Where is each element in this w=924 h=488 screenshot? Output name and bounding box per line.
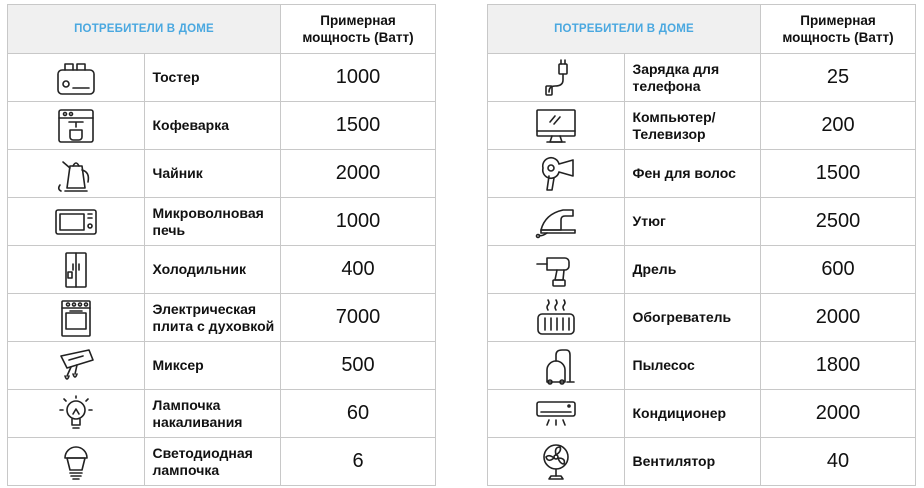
power-header-line2: мощность (Ватт) bbox=[302, 30, 414, 45]
mixer-icon bbox=[53, 346, 99, 386]
power-header bbox=[281, 5, 436, 54]
table-header-row bbox=[488, 5, 916, 54]
appliance-name: Утюг bbox=[624, 198, 761, 246]
table-row bbox=[8, 294, 436, 342]
power-header-line1: Примерная bbox=[800, 13, 876, 28]
coffee-machine-icon bbox=[53, 106, 99, 146]
power-table-right bbox=[487, 4, 916, 486]
appliance-watts: 6 bbox=[281, 438, 436, 486]
table-row bbox=[8, 102, 436, 150]
phone-charger-icon bbox=[533, 58, 579, 98]
vacuum-cleaner-icon bbox=[533, 346, 579, 386]
appliance-watts: 1000 bbox=[281, 198, 436, 246]
microwave-icon bbox=[53, 202, 99, 242]
appliance-name: Миксер bbox=[144, 342, 281, 390]
appliance-watts: 1800 bbox=[761, 342, 916, 390]
appliance-watts: 500 bbox=[281, 342, 436, 390]
table-row bbox=[8, 342, 436, 390]
toaster-icon bbox=[53, 58, 99, 98]
appliance-watts: 40 bbox=[761, 438, 916, 486]
appliance-watts: 200 bbox=[761, 102, 916, 150]
table-row bbox=[488, 342, 916, 390]
appliance-name: Дрель bbox=[624, 246, 761, 294]
iron-icon bbox=[533, 202, 579, 242]
appliance-name: Фен для волос bbox=[624, 150, 761, 198]
table-row bbox=[8, 390, 436, 438]
table-row bbox=[488, 438, 916, 486]
appliance-watts: 60 bbox=[281, 390, 436, 438]
drill-icon bbox=[533, 250, 579, 290]
table-row bbox=[488, 390, 916, 438]
power-table-left bbox=[7, 4, 436, 486]
appliance-watts: 2000 bbox=[281, 150, 436, 198]
appliance-watts: 1000 bbox=[281, 54, 436, 102]
appliance-name: Лампочка накаливания bbox=[144, 390, 281, 438]
appliance-watts: 2000 bbox=[761, 390, 916, 438]
table-row bbox=[488, 198, 916, 246]
kettle-icon bbox=[53, 154, 99, 194]
heater-icon bbox=[533, 298, 579, 338]
table-row bbox=[488, 54, 916, 102]
appliance-watts: 1500 bbox=[761, 150, 916, 198]
fan-icon bbox=[533, 442, 579, 482]
appliance-name: Электрическая плита с духовкой bbox=[144, 294, 281, 342]
appliance-name: Чайник bbox=[144, 150, 281, 198]
led-bulb-icon bbox=[53, 442, 99, 482]
appliance-name: Кондиционер bbox=[624, 390, 761, 438]
consumer-header: ПОТРЕБИТЕЛИ В ДОМЕ bbox=[8, 5, 281, 54]
stove-icon bbox=[53, 298, 99, 338]
power-header bbox=[761, 5, 916, 54]
incandescent-bulb-icon bbox=[53, 394, 99, 434]
table-row bbox=[488, 246, 916, 294]
hair-dryer-icon bbox=[533, 154, 579, 194]
appliance-watts: 7000 bbox=[281, 294, 436, 342]
table-row bbox=[8, 54, 436, 102]
appliance-name: Обогреватель bbox=[624, 294, 761, 342]
appliance-name: Светодиодная лампочка bbox=[144, 438, 281, 486]
table-header-row bbox=[8, 5, 436, 54]
appliance-name: Вентилятор bbox=[624, 438, 761, 486]
table-row bbox=[8, 198, 436, 246]
power-header-line2: мощность (Ватт) bbox=[782, 30, 894, 45]
table-row bbox=[8, 150, 436, 198]
table-row bbox=[8, 246, 436, 294]
table-row bbox=[488, 150, 916, 198]
appliance-name: Зарядка для телефона bbox=[624, 54, 761, 102]
consumer-header: ПОТРЕБИТЕЛИ В ДОМЕ bbox=[488, 5, 761, 54]
appliance-name: Компьютер/Телевизор bbox=[624, 102, 761, 150]
appliance-watts: 25 bbox=[761, 54, 916, 102]
air-conditioner-icon bbox=[533, 394, 579, 434]
appliance-watts: 2500 bbox=[761, 198, 916, 246]
appliance-name: Микроволновая печь bbox=[144, 198, 281, 246]
table-row bbox=[488, 294, 916, 342]
appliance-name: Холодильник bbox=[144, 246, 281, 294]
table-row bbox=[8, 438, 436, 486]
appliance-watts: 1500 bbox=[281, 102, 436, 150]
appliance-watts: 600 bbox=[761, 246, 916, 294]
appliance-watts: 400 bbox=[281, 246, 436, 294]
fridge-icon bbox=[53, 250, 99, 290]
appliance-name: Тостер bbox=[144, 54, 281, 102]
appliance-name: Пылесос bbox=[624, 342, 761, 390]
appliance-name: Кофеварка bbox=[144, 102, 281, 150]
monitor-icon bbox=[533, 106, 579, 146]
appliance-watts: 2000 bbox=[761, 294, 916, 342]
table-row bbox=[488, 102, 916, 150]
power-header-line1: Примерная bbox=[320, 13, 396, 28]
